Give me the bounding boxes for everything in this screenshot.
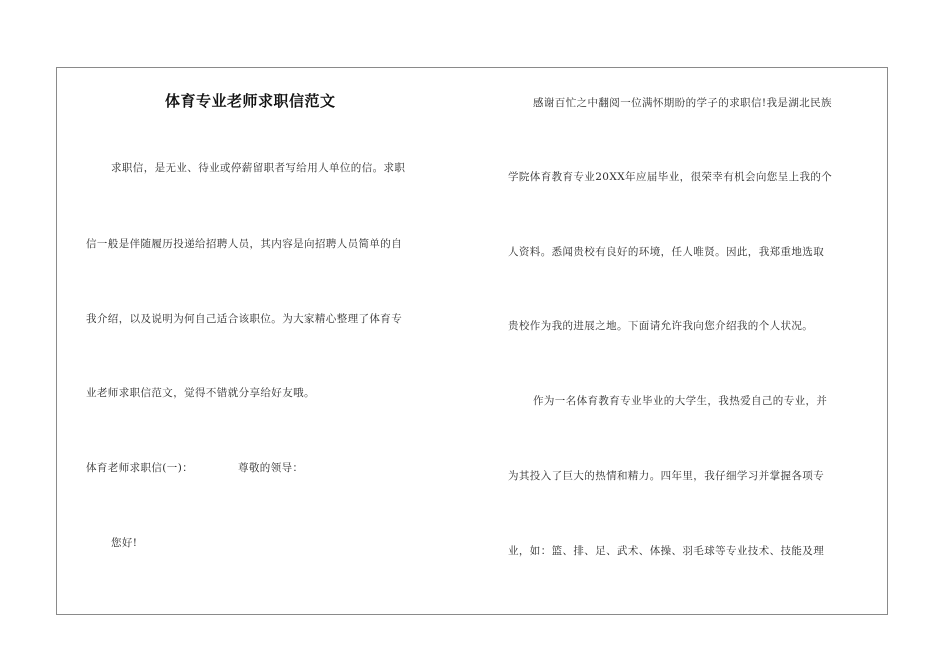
page-border	[56, 67, 888, 615]
document-title: 体育专业老师求职信范文	[165, 92, 336, 110]
body-line-2: 学院体育教育专业20XX年应届毕业，很荣幸有机会向您呈上我的个	[508, 171, 833, 183]
intro-line-4: 业老师求职信范文，觉得不错就分享给好友哦。	[86, 387, 315, 399]
greeting: 您好!	[111, 537, 138, 549]
body-line-5: 作为一名体育教育专业毕业的大学生，我热爱自己的专业，并	[533, 395, 828, 407]
body-line-6: 为其投入了巨大的热情和精力。四年里，我仔细学习并掌握各项专	[508, 470, 825, 482]
body-line-7: 业，如：篮、排、足、武术、体操、羽毛球等专业技术、技能及理	[508, 545, 825, 557]
letter-heading: 体育老师求职信(一)：	[86, 462, 194, 474]
intro-line-1: 求职信，是无业、待业或停薪留职者写给用人单位的信。求职	[111, 162, 406, 174]
body-line-4: 贵校作为我的进展之地。下面请允许我向您介绍我的个人状况。	[508, 320, 814, 332]
body-line-1: 感谢百忙之中翻阅一位满怀期盼的学子的求职信!我是湖北民族	[533, 97, 832, 109]
intro-line-2: 信一般是伴随履历投递给招聘人员，其内容是向招聘人员简单的自	[86, 238, 403, 250]
salutation: 尊敬的领导：	[238, 462, 304, 474]
body-line-3: 人资料。悉闻贵校有良好的环境，任人唯贤。因此，我郑重地选取	[508, 246, 825, 258]
intro-line-3: 我介绍，以及说明为何自己适合该职位。为大家精心整理了体育专	[86, 313, 403, 325]
